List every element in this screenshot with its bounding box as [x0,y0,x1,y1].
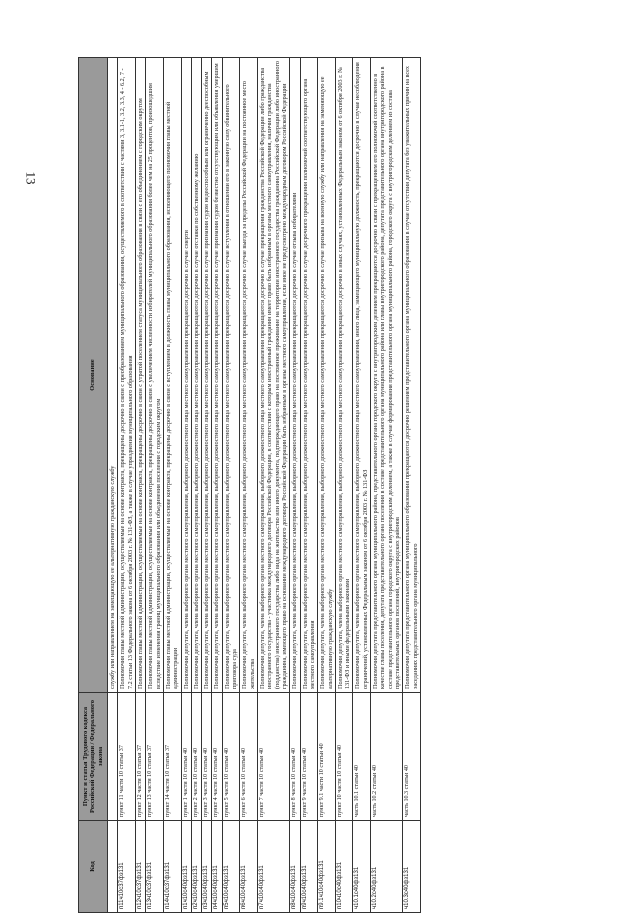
row-point: пункт 11 части 10 статьи 37 [118,693,136,821]
row-point: часть 10.1 статьи 40 [353,693,371,821]
row-code: п6ч10с40фз131 [240,821,258,913]
row-point: пункт 14 части 10 статьи 37 [163,693,181,821]
table-row [240,58,258,913]
row-code: п9ч10с40фз131 [300,821,318,913]
table-row [108,58,118,913]
row-point [108,693,118,821]
row-code: ч10.3с40фз131 [403,821,421,913]
table-row [163,58,181,913]
row-point: часть 10.3 статьи 40 [403,693,421,821]
row-point: пункт 4 части 10 статьи 40 [212,693,222,821]
row-point: часть 10.2 статьи 40 [371,693,403,821]
rotated-table-frame [78,58,620,913]
row-point: пункт 6 части 10 статьи 40 [240,693,258,821]
row-basis: Полномочия главы местной администрации, осуществляемые на основе контракта, прекращены досрочно в связи с утратой поселением статуса муниципального образования в связи с его объединением с городским округом [135,58,145,693]
row-basis: Полномочия депутата, члена выборного органа местного самоуправления, выборного должностного лица местного самоуправления прекращаются досрочно в случае досрочного прекращения полномочий соответствующего органа местного самоуправления [300,58,318,693]
header-code: Код [79,821,108,913]
row-basis: Полномочия депутата, члена выборного органа местного самоуправления, выборного должностного лица местного самоуправления прекращаются досрочно в случае выезда за пределы Российской Федерации на постоянное место жительства [240,58,258,693]
row-basis: Полномочия депутата, члена выборного органа местного самоуправления, выборного должностного лица местного самоуправления прекращаются досрочно в случае смерти [181,58,191,693]
row-basis: Полномочия депутата, члена выборного органа местного самоуправления, выборного должностного лица местного самоуправления прекращаются досрочно в случае отзыва избирателями [290,58,300,693]
row-code: п13ч10с37фз131 [146,821,164,913]
row-point: пункт 10 части 10 статьи 40 [335,693,353,821]
row-basis: Полномочия главы местной администрации, осуществляемые на основе контракта, прекращены досрочно в связи с вступлением в должность главы муниципального образования, исполняющего полномочия главы местной администрации [163,58,181,693]
table-row [403,58,421,913]
row-code: п2ч10с40фз131 [191,821,201,913]
row-code [108,821,118,913]
row-code: п11ч10с37фз131 [118,821,136,913]
row-basis: Полномочия главы местной администрации, осуществляемые на основе контракта, прекращены досрочно в связи с преобразованием муниципального образования, осуществляемого в соответствии с частями 3, 3.1-1, 3.2, 3.3, 4 - 6.2, 7 - 7.2 статьи 13 Федерального закона от 6 октября 2003 г. № 131-ФЗ, а также в случае упразднения муниципального образования [118,58,136,693]
row-point: пункт 5 части 10 статьи 40 [222,693,240,821]
table-row [191,58,201,913]
row-point: пункт 8 части 10 статьи 40 [290,693,300,821]
row-point: пункт 2 части 10 статьи 40 [191,693,201,821]
row-basis: Полномочия главы местной администрации, осуществляемые на основе контракта, прекращены досрочно в связи с увеличением численности избирателей муниципального образования более чем на 25 процентов, произошедшим вследствие изменения границ муниципального образования или объединения поселения с городским округом [146,58,164,693]
table-header-row [79,58,108,913]
row-code: п12ч10с37фз131 [135,821,145,913]
header-basis: Основание [79,58,108,693]
row-code: п9.1ч10с40фз131 [318,821,336,913]
table-row [135,58,145,913]
table-row [222,58,240,913]
row-code: п8ч10с40фз131 [290,821,300,913]
row-code: п1ч10с40фз131 [181,821,191,913]
row-code: п14ч10с37фз131 [163,821,181,913]
row-basis: службу или направлением на замещающую ее альтернативную гражданскую службу [108,58,118,693]
table-row [290,58,300,913]
row-basis: Полномочия депутата, члена выборного органа местного самоуправления, выборного должностного лица местного самоуправления прекращаются досрочно в иных случаях, установленных Федеральным законом от 6 октября 2003 г. № 131-ФЗ и иными федеральными законами [335,58,353,693]
row-code: п7ч10с40фз131 [258,821,290,913]
row-basis: Полномочия депутата, члена выборного органа местного самоуправления, выборного должностного лица местного самоуправления прекращаются досрочно в случае прекращения гражданства Российской Федерации либо гражданства иностранного государства - участника международного договора Российской Федерации, в соответствии с которым иностранный гражданин имеет право быть избранным в органы местного самоуправления, наличия гражданства (подданства) иностранного государства либо вида на жительство или иного документа, подтверждающего право на постоянное проживание на территории иностранного государства гражданина Российской Федерации либо иностранного гражданина, имеющего право на основании международного договора Российской Федерации быть избранным в органы местного самоуправления, если иное не предусмотрено международным договором Российской Федерации [258,58,290,693]
page-number [0,170,60,186]
page-number-text: 13 [23,171,38,185]
row-code: ч10.2с40фз131 [371,821,403,913]
table-row [318,58,336,913]
table-row [212,58,222,913]
row-point: пункт 13 части 10 статьи 37 [146,693,164,821]
row-code: п5ч10с40фз131 [222,821,240,913]
row-point: пункт 9 части 10 статьи 40 [300,693,318,821]
table-row [146,58,164,913]
row-code: п10ч10с40фз131 [335,821,353,913]
row-basis: Полномочия депутата, члена выборного органа местного самоуправления, выборного должностного лица местного самоуправления, иного лица, замещающего муниципальную должность, прекращаются досрочно в случае несоблюдения ограничений, установленных Федеральным законом от 6 октября 2003 г. № 131-ФЗ [353,58,371,693]
row-point: пункт 12 части 10 статьи 37 [135,693,145,821]
table-body [108,58,421,913]
row-point: пункт 3 части 10 статьи 40 [202,693,212,821]
table-row [353,58,371,913]
table-row [181,58,191,913]
row-basis: Полномочия депутата, члена выборного органа местного самоуправления, выборного должностного лица местного самоуправления прекращаются досрочно в случае призыва на военную службу или направления на заменяющую ее альтернативную гражданскую службу [318,58,336,693]
row-code: п3ч10с40фз131 [202,821,212,913]
table-row [371,58,403,913]
rotated-table-wrapper [78,58,620,913]
row-basis: Полномочия депутата представительного органа муниципального района, представительного органа городского округа с внутригородским делением прекращаются досрочно в связи с прекращением его полномочий соответственно в качестве главы поселения, депутата представительного органа поселения в составе представительного органа муниципального района или главы внутригородского района, депутата представительного органа внутригородского района в составе представительного органа городского округа с внутригородским делением, а также в случае формирования представительного органа муниципального района, городского округа с внутригородским делением из состава представительных органов поселений, внутригородских районов [371,58,403,693]
row-basis: Полномочия депутата, члена выборного органа местного самоуправления, выборного должностного лица местного самоуправления прекращаются досрочно в случае вступления в отношении его в законную силу обвинительного приговора суда [222,58,240,693]
row-point: пункт 7 части 10 статьи 40 [258,693,290,821]
row-basis: Полномочия депутата представительного органа муниципального образования прекращаются досрочно решением представительного органа муниципального образования в случае отсутствия депутата без уважительных причин на всех заседаниях представительного органа муниципального [403,58,421,693]
row-code: п4ч10с40фз131 [212,821,222,913]
header-point: Пункт и статья Трудового кодекса Российской Федерации / Федерального закона [79,693,108,821]
table-row [258,58,290,913]
table-row [300,58,318,913]
row-code: ч10.1с40фз131 [353,821,371,913]
row-point: пункт 9.1 части 10 статьи 40 [318,693,336,821]
codes-table [78,57,421,913]
table-row [202,58,212,913]
row-basis: Полномочия депутата, члена выборного органа местного самоуправления, выборного должностного лица местного самоуправления прекращаются досрочно в случае отставки по собственному желанию [191,58,201,693]
row-basis: Полномочия депутата, члена выборного органа местного самоуправления, выборного должностного лица местного самоуправления прекращаются досрочно в случае признания судом недееспособным или ограниченно дееспособным [202,58,212,693]
row-basis: Полномочия депутата, члена выборного органа местного самоуправления, выборного должностного лица местного самоуправления прекращаются досрочно в случае признания судом безвестно отсутствующим или объявления умершим [212,58,222,693]
table-row [335,58,353,913]
table-row [118,58,136,913]
row-point: пункт 1 части 10 статьи 40 [181,693,191,821]
